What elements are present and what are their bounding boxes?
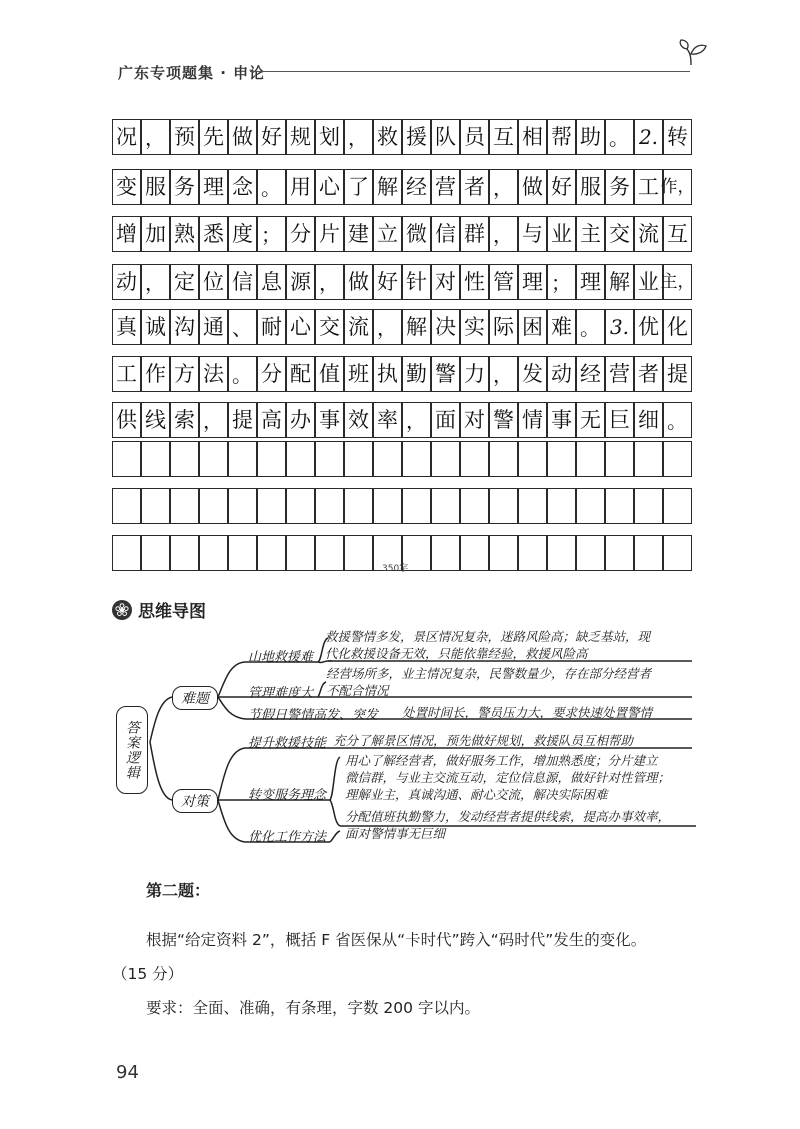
grid-cell: 用 xyxy=(286,169,315,205)
grid-cell: 力 xyxy=(460,356,489,392)
grid-cell: 加 xyxy=(141,216,170,252)
grid-cell: 沟 xyxy=(170,309,199,345)
grid-cell: 解 xyxy=(605,264,634,300)
grid-cell: 源 xyxy=(286,264,315,300)
grid-cell: 经 xyxy=(402,169,431,205)
question-title: 第二题： xyxy=(146,881,211,900)
grid-cell: 队 xyxy=(431,119,460,155)
grid-cell: 法 xyxy=(199,356,228,392)
mindmap-root-label: 答案逻辑 xyxy=(124,720,140,780)
grid-cell: ， xyxy=(315,264,344,300)
word-count-label: 350字 xyxy=(382,564,409,574)
mindmap-root xyxy=(116,706,148,794)
grid-cell: 解 xyxy=(373,169,402,205)
grid-cell: 执 xyxy=(373,356,402,392)
grid-cell: 息 xyxy=(257,264,286,300)
grid-cell: 管 xyxy=(489,264,518,300)
grid-cell: 。 xyxy=(257,169,286,205)
grid-cell: 相 xyxy=(518,119,547,155)
grid-cell: 作， xyxy=(663,169,692,205)
grid-cell: 。 xyxy=(605,119,634,155)
grid-cell: 索 xyxy=(170,402,199,438)
grid-cell: 对 xyxy=(431,264,460,300)
grid-cell: 交 xyxy=(315,309,344,345)
grid-cell: 。 xyxy=(576,309,605,345)
grid-cell: 员 xyxy=(460,119,489,155)
grid-cell: 3. xyxy=(605,309,634,345)
grid-cell: 优 xyxy=(634,309,663,345)
grid-cell: 做 xyxy=(228,119,257,155)
grid-cell: 群 xyxy=(460,216,489,252)
grid-cell: ， xyxy=(344,119,373,155)
grid-cell: 微 xyxy=(402,216,431,252)
grid-cell: 动 xyxy=(547,356,576,392)
grid-cell: 流 xyxy=(634,216,663,252)
grid-cell: 与 xyxy=(518,216,547,252)
grid-cell: 2. xyxy=(634,119,663,155)
grid-cell: 况 xyxy=(112,119,141,155)
grid-cell: 线 xyxy=(141,402,170,438)
grid-cell: 耐 xyxy=(257,309,286,345)
grid-cell: 工 xyxy=(112,356,141,392)
grid-cell: 理 xyxy=(576,264,605,300)
grid-cell: 者 xyxy=(460,169,489,205)
grid-cell: 配 xyxy=(286,356,315,392)
grid-cell: 服 xyxy=(576,169,605,205)
grid-cell: ， xyxy=(489,169,518,205)
grid-cell: 决 xyxy=(431,309,460,345)
grid-cell: 分 xyxy=(286,216,315,252)
mindmap-branch-problems: 难题 xyxy=(172,686,218,710)
grid-cell: 情 xyxy=(518,402,547,438)
grid-cell: 增 xyxy=(112,216,141,252)
mindmap-item-label: 优化工作方法 xyxy=(248,830,327,845)
grid-cell: 了 xyxy=(344,169,373,205)
grid-cell: 业 xyxy=(547,216,576,252)
grid-cell: 针 xyxy=(402,264,431,300)
grid-cell: 分 xyxy=(257,356,286,392)
grid-cell: 互 xyxy=(489,119,518,155)
grid-cell: 助 xyxy=(576,119,605,155)
grid-cell: 信 xyxy=(228,264,257,300)
grid-cell: 规 xyxy=(286,119,315,155)
grid-cell: 诚 xyxy=(141,309,170,345)
grid-cell: 主， xyxy=(663,264,692,300)
grid-cell: 发 xyxy=(518,356,547,392)
grid-cell: 熟 xyxy=(170,216,199,252)
grid-cell: 真 xyxy=(112,309,141,345)
grid-cell: 救 xyxy=(373,119,402,155)
grid-cell: 念 xyxy=(228,169,257,205)
grid-cell: 位 xyxy=(199,264,228,300)
grid-cell: 班 xyxy=(344,356,373,392)
grid-cell: 效 xyxy=(344,402,373,438)
question-text: 根据“给定资料 2”，概括 F 省医保从“卡时代”跨入“码时代”发生的变化。 xyxy=(146,931,647,949)
grid-cell: 者 xyxy=(634,356,663,392)
page-number: 94 xyxy=(116,1062,139,1083)
mindmap-item-label: 节假日警情高发、突发 xyxy=(248,708,379,723)
grid-cell: 困 xyxy=(518,309,547,345)
grid-cell: 信 xyxy=(431,216,460,252)
grid-cell: 性 xyxy=(460,264,489,300)
question-score: （15 分） xyxy=(112,965,184,983)
grid-cell: 片 xyxy=(315,216,344,252)
grid-cell: 心 xyxy=(286,309,315,345)
grid-cell: 细 xyxy=(634,402,663,438)
grid-cell: 解 xyxy=(402,309,431,345)
grid-cell: 对 xyxy=(460,402,489,438)
grid-cell: 无 xyxy=(576,402,605,438)
grid-cell: 难 xyxy=(547,309,576,345)
mindmap-item-detail: 分配值班执勤警力，发动经营者提供线索，提高办事效率， 面对警情事无巨细 xyxy=(345,809,671,841)
mindmap-item-label: 管理难度大 xyxy=(248,686,314,701)
grid-cell: 业 xyxy=(634,264,663,300)
mindmap-branch-solutions: 对策 xyxy=(172,789,218,813)
grid-cell: ； xyxy=(547,264,576,300)
mindmap-item-detail: 经营场所多，业主情况复杂，民警数量少，存在部分经营者 不配合情况 xyxy=(326,666,652,698)
grid-cell: 互 xyxy=(663,216,692,252)
grid-cell: ， xyxy=(489,216,518,252)
grid-cell: 率 xyxy=(373,402,402,438)
grid-cell: ， xyxy=(141,264,170,300)
grid-cell: 事 xyxy=(547,402,576,438)
grid-cell: 好 xyxy=(257,119,286,155)
grid-cell: 。 xyxy=(228,356,257,392)
grid-cell: 办 xyxy=(286,402,315,438)
grid-cell: 通 xyxy=(199,309,228,345)
grid-cell: 帮 xyxy=(547,119,576,155)
grid-cell: 事 xyxy=(315,402,344,438)
grid-cell: 变 xyxy=(112,169,141,205)
mindmap-item-label: 转变服务理念 xyxy=(248,788,327,803)
grid-cell: 提 xyxy=(228,402,257,438)
grid-cell: 值 xyxy=(315,356,344,392)
grid-cell: ， xyxy=(141,119,170,155)
grid-cell: ， xyxy=(199,402,228,438)
grid-cell: 高 xyxy=(257,402,286,438)
grid-cell: 理 xyxy=(199,169,228,205)
grid-cell: 做 xyxy=(518,169,547,205)
mindmap-item-detail: 充分了解景区情况，预先做好规划，救援队员互相帮助 xyxy=(333,733,634,748)
grid-cell: 做 xyxy=(344,264,373,300)
grid-cell: 划 xyxy=(315,119,344,155)
grid-cell: 经 xyxy=(576,356,605,392)
grid-cell: 工 xyxy=(634,169,663,205)
grid-cell: 立 xyxy=(373,216,402,252)
grid-cell: 面 xyxy=(431,402,460,438)
grid-cell: 流 xyxy=(344,309,373,345)
grid-cell: 度 xyxy=(228,216,257,252)
grid-cell: 建 xyxy=(344,216,373,252)
grid-cell: 方 xyxy=(170,356,199,392)
grid-cell: ； xyxy=(257,216,286,252)
grid-cell: 动 xyxy=(112,264,141,300)
grid-cell: 好 xyxy=(547,169,576,205)
mindmap-item-label: 山地救援难 xyxy=(248,650,314,665)
grid-cell: 主 xyxy=(576,216,605,252)
mindmap-item-detail: 处置时间长，警员压力大，要求快速处置警情 xyxy=(402,705,653,720)
grid-cell: 心 xyxy=(315,169,344,205)
grid-cell: 。 xyxy=(663,402,692,438)
grid-cell: ， xyxy=(402,402,431,438)
grid-cell: 化 xyxy=(663,309,692,345)
grid-cell: 警 xyxy=(489,402,518,438)
grid-cell: 勤 xyxy=(402,356,431,392)
grid-cell: 营 xyxy=(605,356,634,392)
grid-cell: 警 xyxy=(431,356,460,392)
grid-cell: 巨 xyxy=(605,402,634,438)
mindmap-item-detail: 用心了解经营者，做好服务工作，增加熟悉度；分片建立 微信群，与业主交流互动，定位信息源，做好针对性管理； 理解业主，真诚沟通、耐心交流，解决实际困难 xyxy=(345,753,671,802)
grid-cell: 援 xyxy=(402,119,431,155)
grid-cell: 营 xyxy=(431,169,460,205)
grid-cell: ， xyxy=(489,356,518,392)
grid-cell: 定 xyxy=(170,264,199,300)
grid-cell: 、 xyxy=(228,309,257,345)
grid-cell: 作 xyxy=(141,356,170,392)
grid-cell: 际 xyxy=(489,309,518,345)
grid-cell: 务 xyxy=(170,169,199,205)
mindmap-item-label: 提升救援技能 xyxy=(248,736,327,751)
grid-cell: 实 xyxy=(460,309,489,345)
grid-cell: 交 xyxy=(605,216,634,252)
grid-cell: 提 xyxy=(663,356,692,392)
grid-cell: 理 xyxy=(518,264,547,300)
grid-cell: 好 xyxy=(373,264,402,300)
mindmap-item-detail: 救援警情多发，景区情况复杂，迷路风险高；缺乏基站，现 代化救援设备无效，只能依靠经验，救援风险高 xyxy=(325,629,651,661)
grid-cell: 预 xyxy=(170,119,199,155)
grid-cell: ， xyxy=(373,309,402,345)
grid-cell: 转 xyxy=(663,119,692,155)
grid-cell: 悉 xyxy=(199,216,228,252)
mindmap-section-label: 思维导图 xyxy=(138,602,206,622)
grid-cell: 务 xyxy=(605,169,634,205)
grid-cell: 服 xyxy=(141,169,170,205)
grid-cell: 供 xyxy=(112,402,141,438)
running-header-title: 广东专项题集 · 申论 xyxy=(118,64,266,82)
grid-cell: 先 xyxy=(199,119,228,155)
question-requirement: 要求：全面、准确，有条理，字数 200 字以内。 xyxy=(146,999,480,1017)
